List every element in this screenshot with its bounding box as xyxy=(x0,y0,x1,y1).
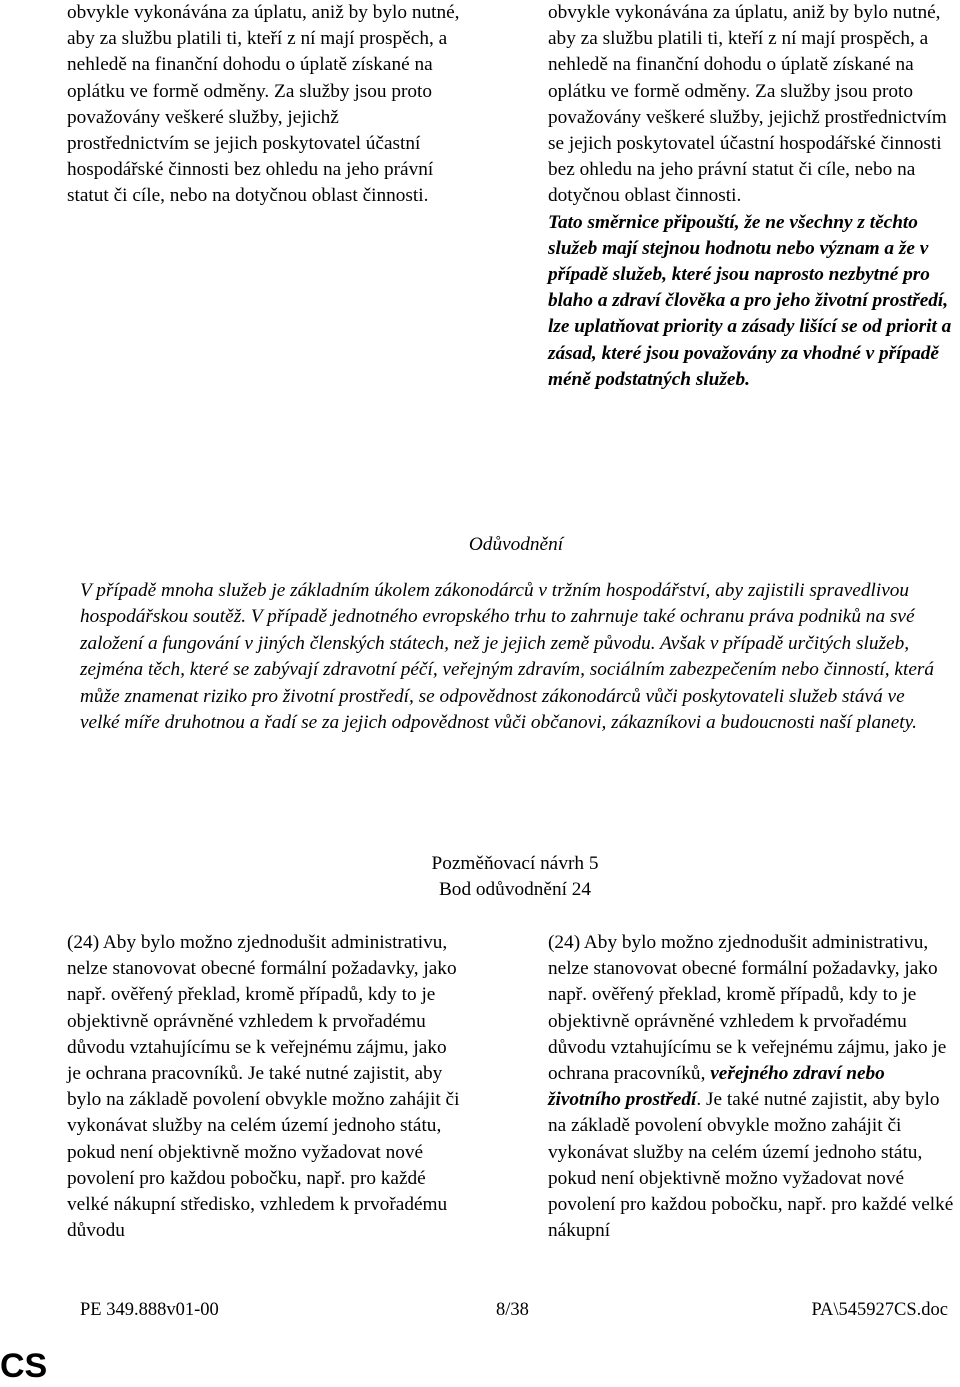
amendment-right-text-after: . Je také nutné zajistit, aby bylo na základě povolení obvykle možno zahájit či vykonávat služby na celém území jednoho státu, pokud není objektivně možno vyžadovat nové povolení pro každou pobočku, např. pro každé velké nákupní xyxy=(548,1089,954,1242)
language-code: CS xyxy=(0,1347,48,1385)
amendment-right-text-before: (24) Aby bylo možno zjednodušit administrativu, nelze stanovovat obecné formální požadavky, jako např. ověřený překlad, kromě případů, kdy to je objektivně oprávněné vzhledem k prvořadému důvodu vztahujícímu se k veřejnému zájmu, jako je ochrana pracovníků, xyxy=(548,932,947,1085)
top-right-added-text: Tato směrnice připouští, že ne všechny z těchto služeb mají stejnou hodnotu nebo význam a že v případě služeb, které jsou naprosto nezbytné pro blaho a zdraví člověka a pro jeho životní prostředí, lze uplatňovat priority a zásady lišící se od priorit a zásad, které jsou považovány za vhodné v případě méně podstatných služeb. xyxy=(548,211,952,390)
footer-file-name: PA\545927CS.doc xyxy=(811,1300,948,1320)
amendment-left-column xyxy=(67,930,465,1244)
footer-page-number: 8/38 xyxy=(496,1300,529,1320)
top-right-text: obvykle vykonávána za úplatu, aniž by bylo nutné, aby za službu platili ti, kteří z ní mají prospěch, a nehledě na finanční dohodu o úplatě získané na oplátku ve formě odměny. Za služby jsou proto považovány veškeré služby, jejichž prostřednictvím se jejich poskytovatel účastní hospodářské činnosti bez ohledu na jeho právní statut či cíle, nebo na dotyčnou oblast činnosti. xyxy=(548,2,947,207)
justification-heading: Odůvodnění xyxy=(468,534,564,555)
amendment-right-added-text: veřejného zdraví nebo životního prostředí xyxy=(548,1063,885,1111)
amendment-right-column xyxy=(548,930,958,1244)
footer-reference: PE 349.888v01-00 xyxy=(80,1300,219,1320)
amendment-left-text: (24) Aby bylo možno zjednodušit administrativu, nelze stanovovat obecné formální požadavky, jako např. ověřený překlad, kromě případů, kdy to je objektivně oprávněné vzhledem k prvořadému důvodu vztahujícímu se k veřejnému zájmu, jako je ochrana pracovníků. Je také nutné zajistit, aby bylo na základě povolení obvykle možno zahájit či vykonávat služby na celém území jednoho státu, pokud není objektivně možno vyžadovat nové povolení pro každou pobočku, např. pro každé velké nákupní středisko, vzhledem k prvořadému důvodu xyxy=(67,932,460,1242)
amendment-title: Pozměňovací návrh 5 xyxy=(431,853,599,874)
top-left-column xyxy=(67,0,465,210)
top-left-text: obvykle vykonávána za úplatu, aniž by bylo nutné, aby za službu platili ti, kteří z ní mají prospěch, a nehledě na finanční dohodu o úplatě získané na oplátku ve formě odměny. Za služby jsou proto považovány veškeré služby, jejichž prostřednictvím se jejich poskytovatel účastní hospodářské činnosti bez ohledu na jeho právní statut či cíle, nebo na dotyčnou oblast činnosti. xyxy=(67,2,460,207)
page-footer xyxy=(80,1298,948,1322)
amendment-header xyxy=(0,851,960,904)
justification-text: V případě mnoha služeb je základním úkolem zákonodárců v tržním hospodářství, aby zajistili spravedlivou hospodářskou soutěž. V případě jednotného evropského trhu to zahrnuje také ochranu práva podniků na své založení a fungování v jiných členských státech, než je jejich země původu. Avšak v případě určitých služeb, zejména těch, které se zabývají zdravotní péčí, veřejným zdravím, sociálním zabezpečením nebo činností, která může znamenat riziko pro životní prostředí, se odpovědnost zákonodárců vůči poskytovateli služeb stává ve velké míře druhotnou a řadí se za jejich odpovědnost vůči občanovi, zákazníkovi a budoucnosti naší planety. xyxy=(80,580,935,734)
amendment-subtitle: Bod odůvodnění 24 xyxy=(438,879,592,901)
top-right-column xyxy=(548,0,958,393)
